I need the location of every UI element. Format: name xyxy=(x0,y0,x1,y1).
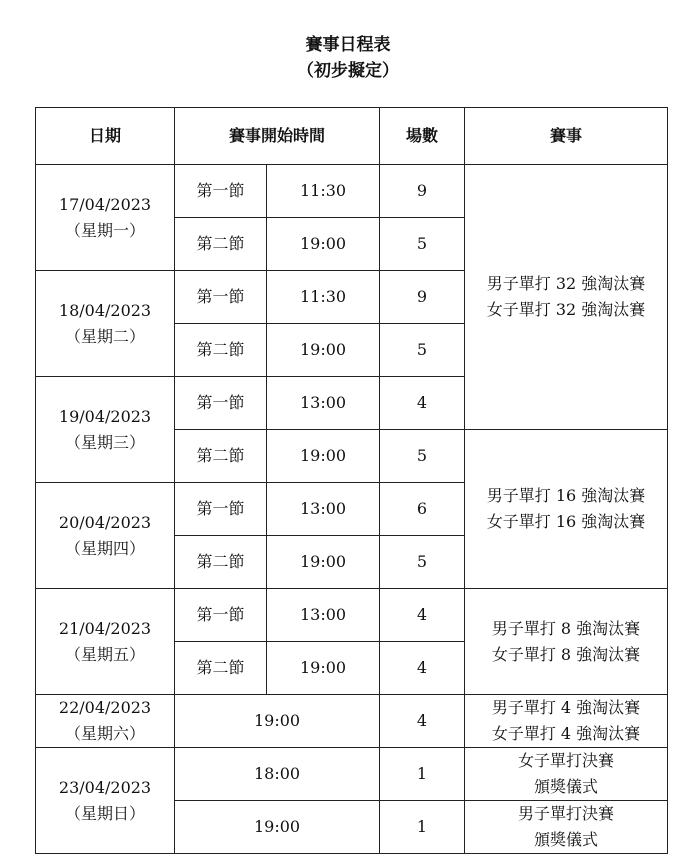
session-time: 13:00 xyxy=(267,483,380,536)
table-row xyxy=(36,695,668,748)
session-time: 11:30 xyxy=(267,271,380,324)
session-time: 19:00 xyxy=(267,430,380,483)
session-time: 19:00 xyxy=(267,536,380,589)
table-header-row xyxy=(36,108,668,165)
date-cell: 21/04/2023 （星期五） xyxy=(36,589,175,695)
match-count: 4 xyxy=(380,642,465,695)
event-cell: 女子單打決賽 頒獎儀式 xyxy=(465,748,668,801)
session-time: 13:00 xyxy=(267,589,380,642)
page-subtitle: （初步擬定） xyxy=(297,61,399,81)
event-cell: 男子單打 8 強淘汰賽 女子單打 8 強淘汰賽 xyxy=(465,589,668,695)
event-cell: 男子單打決賽 頒獎儀式 xyxy=(465,801,668,854)
page-title: 賽事日程表 xyxy=(305,35,391,55)
session-label: 第二節 xyxy=(175,218,267,271)
session-time: 19:00 xyxy=(175,695,380,748)
table-row xyxy=(36,589,668,642)
header-date: 日期 xyxy=(36,108,175,165)
match-count: 1 xyxy=(380,748,465,801)
match-count: 4 xyxy=(380,589,465,642)
match-count: 5 xyxy=(380,218,465,271)
match-count: 5 xyxy=(380,536,465,589)
table-row xyxy=(36,748,668,801)
match-count: 5 xyxy=(380,430,465,483)
session-time: 13:00 xyxy=(267,377,380,430)
event-cell: 男子單打 16 強淘汰賽 女子單打 16 強淘汰賽 xyxy=(465,430,668,589)
match-count: 1 xyxy=(380,801,465,854)
match-count: 4 xyxy=(380,377,465,430)
session-time: 19:00 xyxy=(267,218,380,271)
event-cell: 男子單打 4 強淘汰賽 女子單打 4 強淘汰賽 xyxy=(465,695,668,748)
session-label: 第一節 xyxy=(175,589,267,642)
match-count: 4 xyxy=(380,695,465,748)
session-label: 第二節 xyxy=(175,430,267,483)
session-time: 19:00 xyxy=(175,801,380,854)
session-label: 第一節 xyxy=(175,377,267,430)
session-time: 18:00 xyxy=(175,748,380,801)
table-row xyxy=(36,165,668,218)
header-start-time: 賽事開始時間 xyxy=(175,108,380,165)
session-label: 第二節 xyxy=(175,536,267,589)
session-label: 第一節 xyxy=(175,165,267,218)
header-match-count: 場數 xyxy=(380,108,465,165)
match-count: 6 xyxy=(380,483,465,536)
session-label: 第二節 xyxy=(175,324,267,377)
event-cell: 男子單打 32 強淘汰賽 女子單打 32 強淘汰賽 xyxy=(465,165,668,430)
session-label: 第一節 xyxy=(175,483,267,536)
session-time: 19:00 xyxy=(267,642,380,695)
date-cell: 23/04/2023 （星期日） xyxy=(36,748,175,854)
schedule-table xyxy=(35,107,668,854)
date-cell: 18/04/2023 （星期二） xyxy=(36,271,175,377)
match-count: 9 xyxy=(380,165,465,218)
date-cell: 22/04/2023 （星期六） xyxy=(36,695,175,748)
date-cell: 20/04/2023 （星期四） xyxy=(36,483,175,589)
match-count: 9 xyxy=(380,271,465,324)
session-time: 19:00 xyxy=(267,324,380,377)
session-label: 第二節 xyxy=(175,642,267,695)
header-event: 賽事 xyxy=(465,108,668,165)
session-label: 第一節 xyxy=(175,271,267,324)
date-cell: 19/04/2023 （星期三） xyxy=(36,377,175,483)
date-cell: 17/04/2023 （星期一） xyxy=(36,165,175,271)
match-count: 5 xyxy=(380,324,465,377)
session-time: 11:30 xyxy=(267,165,380,218)
